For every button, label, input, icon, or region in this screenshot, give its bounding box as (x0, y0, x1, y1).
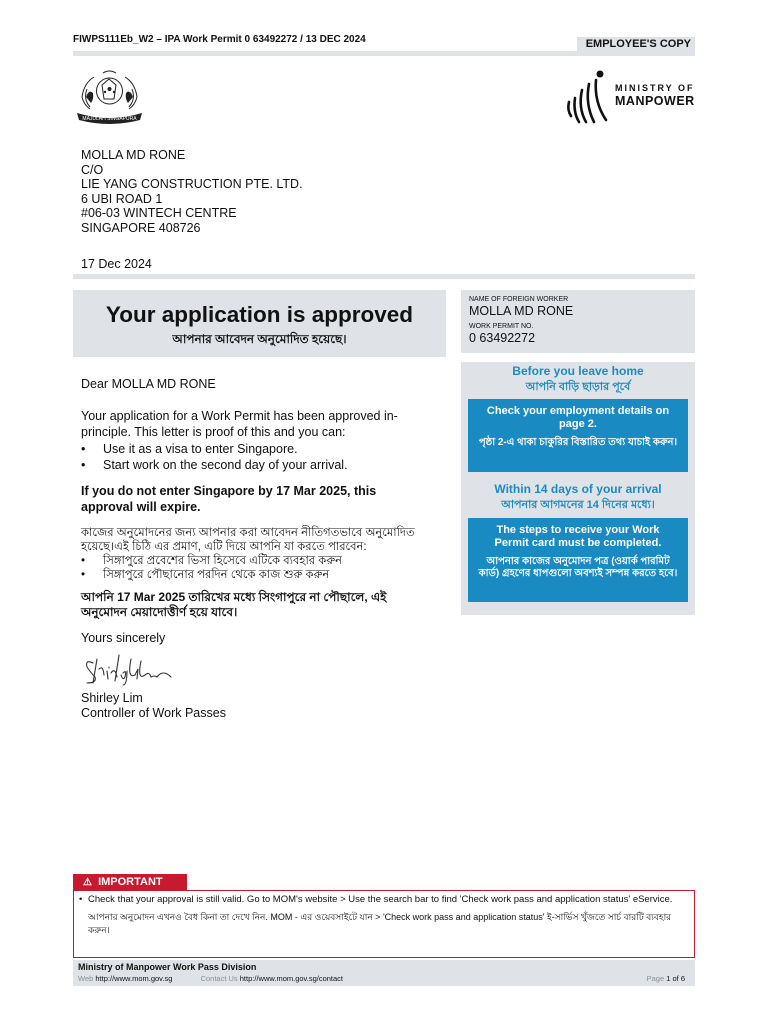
intro-paragraph: Your application for a Work Permit has been approved in-principle. This letter is proof of this and you can: (81, 408, 398, 439)
permissions-list (81, 441, 421, 474)
expiry-notice-bengali: আপনি 17 Mar 2025 তারিখের মধ্যে সিংগাপুরে না পৌছালে, এই অনুমোদন মেয়াদোত্তীর্ণ হয়ে যাবে। (81, 589, 387, 619)
header-divider (73, 51, 695, 56)
important-label (73, 874, 187, 890)
work-permit-number: 0 63492272 (469, 331, 536, 345)
worker-name-label: NAME OF FOREIGN WORKER (469, 296, 569, 303)
greeting: Dear MOLLA MD RONE (81, 377, 216, 391)
worker-info-panel (461, 290, 695, 353)
handwritten-signature (81, 653, 177, 688)
page-footer (73, 960, 695, 986)
svg-text:MAJULAH SINGAPURA: MAJULAH SINGAPURA (82, 116, 137, 122)
signer-title: Controller of Work Passes (81, 706, 226, 720)
within-14-days-heading-bengali: আপনার আগমনের 14 দিনের মধ্যে। (501, 499, 655, 511)
important-notice (73, 890, 695, 958)
address-line: LIE YANG CONSTRUCTION PTE. LTD. (81, 177, 303, 192)
important-text: Check that your approval is still valid. Go to MOM's website > Use the search bar to find 'Check work pass and application status' eService. (88, 894, 673, 905)
approval-banner (73, 290, 446, 357)
letter-body (81, 376, 421, 646)
permissions-list-bengali (81, 554, 421, 582)
before-leave-heading: Before you leave home (512, 364, 644, 378)
intro-paragraph-bengali: কাজের অনুমোদনের জন্য আপনার করা আবেদন নীতিগতভাবে অনুমোদিত হয়েছে।এই চিঠি এর প্রমাণ, এটি দিয়ে আপনি যা করতে পারবেন: (81, 526, 415, 553)
date-divider (73, 274, 695, 279)
before-leave-heading-bengali: আপনি বাড়ি ছাড়ার পূর্বে (525, 381, 631, 393)
signer-name: Shirley Lim (81, 691, 143, 705)
permit-card-steps-text-bengali: আপনার কাজের অনুমোদন পত্র (ওয়ার্ক পারমিট কার্ড) গ্রহণের ধাপগুলো অবশ্যই সম্পন্ন করতে হবে। (478, 556, 678, 579)
approval-title-bengali: আপনার আবেদন অনুমোদিত হয়েছে। (172, 332, 347, 346)
recipient-address (81, 148, 303, 236)
approval-title: Your application is approved (105, 302, 414, 327)
address-line: 6 UBI ROAD 1 (81, 191, 163, 206)
closing: Yours sincerely (81, 630, 166, 645)
singapore-crest-logo (72, 67, 147, 127)
signer-block (81, 691, 226, 721)
list-item: • Use it as a visa to enter Singapore. (81, 441, 421, 458)
footer-division: Ministry of Manpower Work Pass Division (78, 962, 257, 972)
next-steps-panel (461, 362, 695, 615)
page-value: 1 of 6 (666, 974, 685, 983)
page-number (647, 974, 685, 983)
worker-name: MOLLA MD RONE (469, 304, 574, 318)
address-line: MOLLA MD RONE (81, 148, 186, 162)
important-text-bengali: আপনার অনুমোদন এখনও বৈধ কিনা তা দেখে নিন. MOM - এর ওয়েবসাইটে যান > 'Check work pass and application status' ই-সার্ভিস খুঁজতে সার্চ বারটি ব্যবহার করুন। (88, 911, 672, 935)
contact-link[interactable]: http://www.mom.gov.sg/contact (239, 974, 344, 983)
letter-date: 17 Dec 2024 (81, 257, 152, 271)
check-employment-text: Check your employment details on page 2. (486, 405, 670, 430)
important-label-text: IMPORTANT (98, 876, 163, 888)
document-reference: FIWPS111Eb_W2 – IPA Work Permit 0 63492272 / 13 DEC 2024 (73, 34, 366, 45)
ministry-of-manpower-logo (563, 68, 698, 130)
web-label: Web (78, 974, 94, 983)
warning-icon: ⚠ (83, 877, 92, 888)
copy-label: EMPLOYEE'S COPY (577, 37, 695, 51)
mom-logo-line2: MANPOWER (615, 94, 695, 108)
bullet-icon: • (79, 894, 83, 905)
work-permit-label: WORK PERMIT NO. (469, 323, 534, 330)
permit-card-steps-card (468, 518, 688, 602)
list-item: • Start work on the second day of your arrival. (81, 457, 421, 474)
within-14-days-heading: Within 14 days of your arrival (494, 482, 662, 496)
contact-label: Contact Us (200, 974, 238, 983)
address-line: SINGAPORE 408726 (81, 220, 201, 235)
permit-card-steps-text: The steps to receive your Work Permit card must be completed. (494, 524, 662, 549)
web-link[interactable]: http://www.mom.gov.sg (95, 974, 173, 983)
page-label: Page (646, 974, 665, 983)
address-line: #06-03 WINTECH CENTRE (81, 206, 237, 221)
list-item: • সিঙ্গাপুরে প্রবেশের ভিসা হিসেবে এটিকে ব্যবহার করুন (81, 554, 421, 568)
check-employment-card (468, 399, 688, 472)
list-item: • সিঙ্গাপুরে পৌছানোর পরদিন থেকে কাজ শুরু করুন (81, 568, 421, 582)
mom-logo-line1: MINISTRY OF (615, 83, 695, 93)
expiry-notice: If you do not enter Singapore by 17 Mar 2025, this approval will expire. (81, 483, 377, 514)
footer-links (78, 974, 690, 983)
check-employment-text-bengali: পৃষ্ঠা 2-এ থাকা চাকুরির বিস্তারিত তথ্য যাচাই করুন। (478, 437, 678, 448)
address-line: C/O (81, 162, 104, 177)
